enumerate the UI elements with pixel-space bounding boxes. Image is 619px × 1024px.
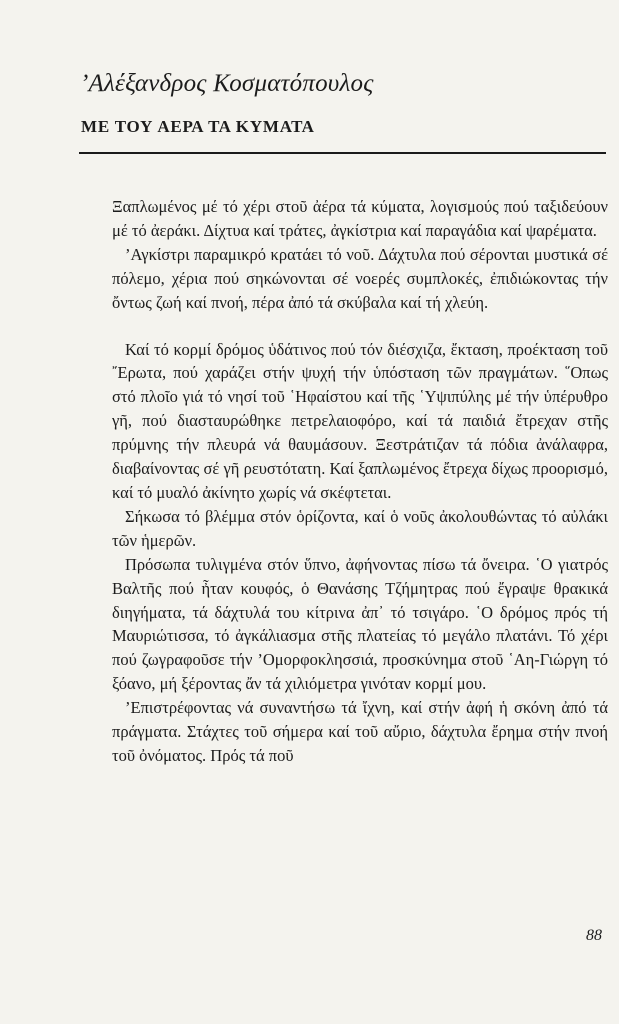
paragraph-4: Σήκωσα τό βλέμμα στόν ὁρίζοντα, καί ὁ νοῦς ἀκολουθώντας τό αὐλάκι τῶν ἡμερῶν.	[112, 506, 608, 550]
paragraph-1: Ξαπλωμένος μέ τό χέρι στοῦ ἀέρα τά κύματα, λογισμούς πού ταξιδεύουν μέ τό ἀεράκι. Δίχτυα καί τράτες, ἀγκίστρια καί παραγάδια καί ψαρέματα.	[112, 197, 608, 240]
author-name: ’Αλέξανδρος Κοσματόπουλος	[80, 70, 374, 97]
poem-title: ΜΕ ΤΟΥ ΑΕΡΑ ΤΑ ΚΥΜΑΤΑ	[81, 117, 315, 136]
paragraph-3: Καί τό κορμί δρόμος ὑδάτινος πού τόν διέσχιζα, ἔκταση, προέκταση τοῦ ῎Ερωτα, πού χαράζει στήν ψυχή τήν ὑπόσταση τῶν πραγμάτων. ῞Οπως στό πλοῖο γιά τό νησί τοῦ ῾Ηφαίστου καί τῆς ῾Υψιπύλης μέ τήν ὑπέρυθρο γῆ, πού διασταυρώθηκε πετρελαιοφόρο, καί τά παιδιά ἔτρεχαν στῆς πρύμνης τήν πλευρά νά θαυμάσουν. Ξεστράτιζαν τά πόδια ἀνάλαφρα, διαβαίνοντας σέ γῆ ρευστότατη. Καί ξαπλωμένος ἔτρεχα δίχως προορισμό, καί τό μυαλό ἀκίνητο χωρίς νά σκέφτεται.	[112, 339, 608, 502]
poem-body	[112, 195, 608, 768]
paragraph-6: ’Επιστρέφοντας νά συναντήσω τά ἴχνη, καί στήν ἀφή ἡ σκόνη ἀπό τά πράγματα. Στάχτες τοῦ σήμερα καί τοῦ αὔριο, δάχτυλα ἔρημα στήν πνοή τοῦ ὀνόματος. Πρός τά ποῦ	[112, 698, 608, 765]
paragraph-5: Πρόσωπα τυλιγμένα στόν ὕπνο, ἀφήνοντας πίσω τά ὄνειρα. ῾Ο γιατρός Βαλτῆς πού ἦταν κουφός, ὁ Θανάσης Τζήμητρας πού ἔγραψε θρακικά διηγήματα, τά δάχτυλά του κίτρινα ἀπ᾽ τό τσιγάρο. ῾Ο δρόμος πρός τή Μαυριώτισσα, τό ἀγκάλιασμα στῆς πλατείας τό μεγάλο πλατάνι. Τό χέρι πού ζωγραφοῦσε τήν ’Ομορφοκλησσιά, προσκύνημα στοῦ ῾Αη-Γιώργη τό ξόανο, μή ξέροντας ἄν τά χιλιόμετρα γινόταν κορμί μου.	[112, 554, 608, 694]
page-number: 88	[586, 927, 602, 944]
paragraph-2: ’Αγκίστρι παραμικρό κρατάει τό νοῦ. Δάχτυλα πού σέρονται μυστικά σέ πόλεμο, χέρια πού σηκώνονται σέ νοερές συμπλοκές, ἐπιδιώκοντας τήν ὄντως ζωή καί πνοή, πέρα ἀπό τά σκύβαλα καί τή χλεύη.	[112, 244, 608, 312]
title-divider	[79, 152, 606, 154]
